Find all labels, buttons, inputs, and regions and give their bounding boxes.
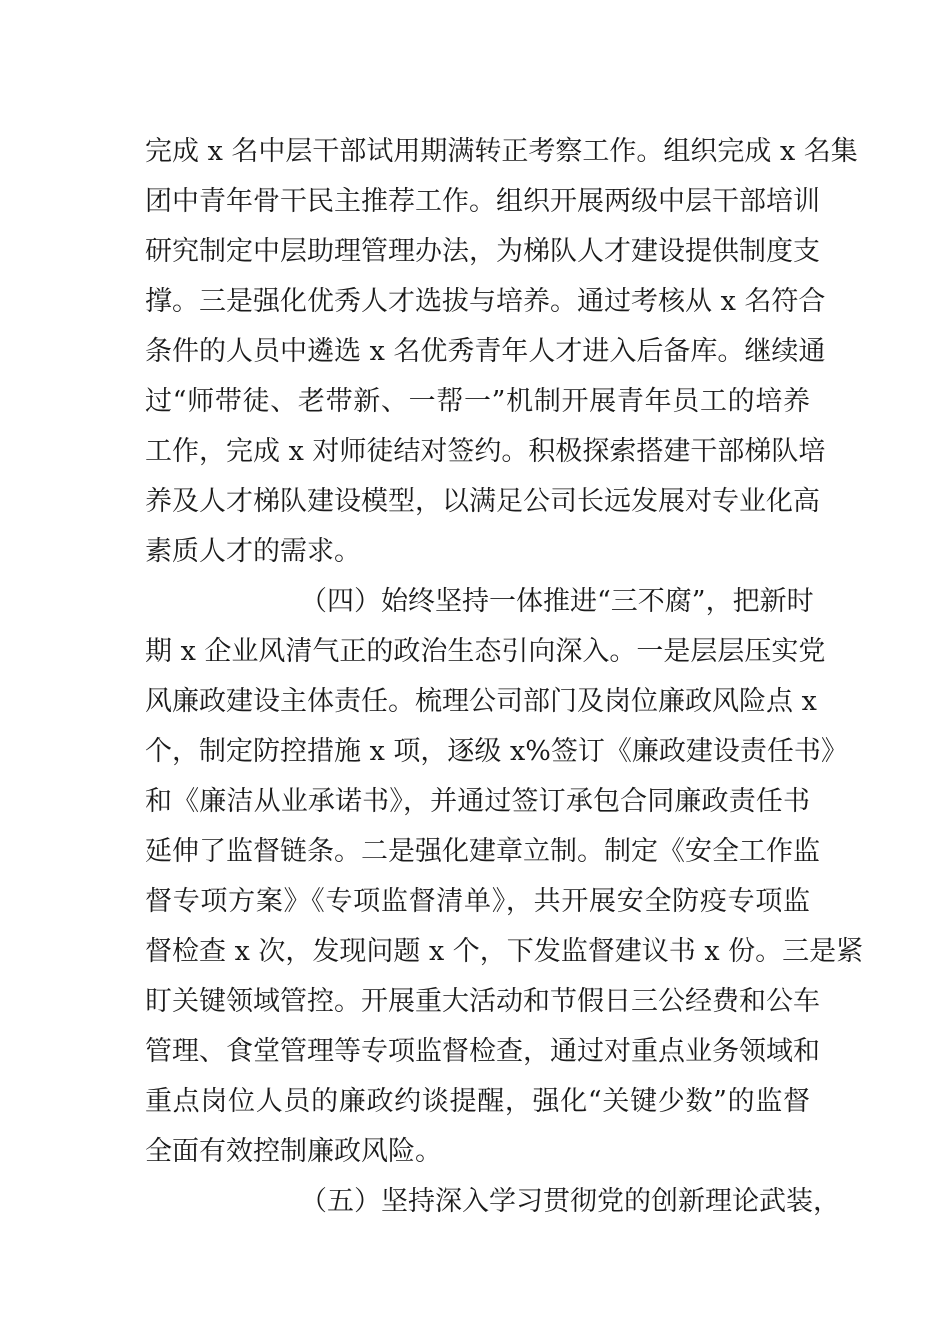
- text-line: 督专项方案》《专项监督清单》，共开展安全防疫专项监: [145, 886, 810, 917]
- text-line: 个，制定防控措施 x 项，逐级 x%签订《廉政建设责任书》: [145, 736, 848, 767]
- text-line: 条件的人员中遴选 x 名优秀青年人才进入后备库。继续通: [145, 336, 826, 367]
- text-line: 督检查 x 次，发现问题 x 个，下发监督建议书 x 份。三是紧: [145, 936, 864, 967]
- text-line: 完成 x 名中层干部试用期满转正考察工作。组织完成 x 名集: [145, 136, 858, 167]
- text-line: 和《廉洁从业承诺书》，并通过签订承包合同廉政责任书: [145, 786, 810, 817]
- section-heading-line: （四）始终坚持一体推进“三不腐”，把新时: [300, 586, 814, 617]
- text-line: 期 x 企业风清气正的政治生态引向深入。一是层层压实党: [145, 636, 826, 667]
- text-line: 过“师带徒、老带新、一帮一”机制开展青年员工的培养: [145, 386, 810, 417]
- text-line: 盯关键领域管控。开展重大活动和节假日三公经费和公车: [145, 986, 820, 1017]
- text-line: 工作，完成 x 对师徒结对签约。积极探索搭建干部梯队培: [145, 436, 826, 467]
- section-heading-line: （五）坚持深入学习贯彻党的创新理论武装，: [300, 1186, 840, 1217]
- text-line: 重点岗位人员的廉政约谈提醒，强化“关键少数”的监督: [145, 1086, 810, 1117]
- text-line: 延伸了监督链条。二是强化建章立制。制定《安全工作监: [145, 836, 820, 867]
- text-line: 管理、食堂管理等专项监督检查，通过对重点业务领域和: [145, 1036, 820, 1067]
- text-line: 全面有效控制廉政风险。: [145, 1136, 442, 1167]
- text-line: 风廉政建设主体责任。梳理公司部门及岗位廉政风险点 x: [145, 686, 817, 717]
- text-line: 养及人才梯队建设模型，以满足公司长远发展对专业化高: [145, 486, 820, 517]
- text-line: 素质人才的需求。: [145, 536, 361, 567]
- text-line: 研究制定中层助理管理办法，为梯队人才建设提供制度支: [145, 236, 820, 267]
- text-line: 团中青年骨干民主推荐工作。组织开展两级中层干部培训: [145, 186, 820, 217]
- text-line: 撑。三是强化优秀人才选拔与培养。通过考核从 x 名符合: [145, 286, 826, 317]
